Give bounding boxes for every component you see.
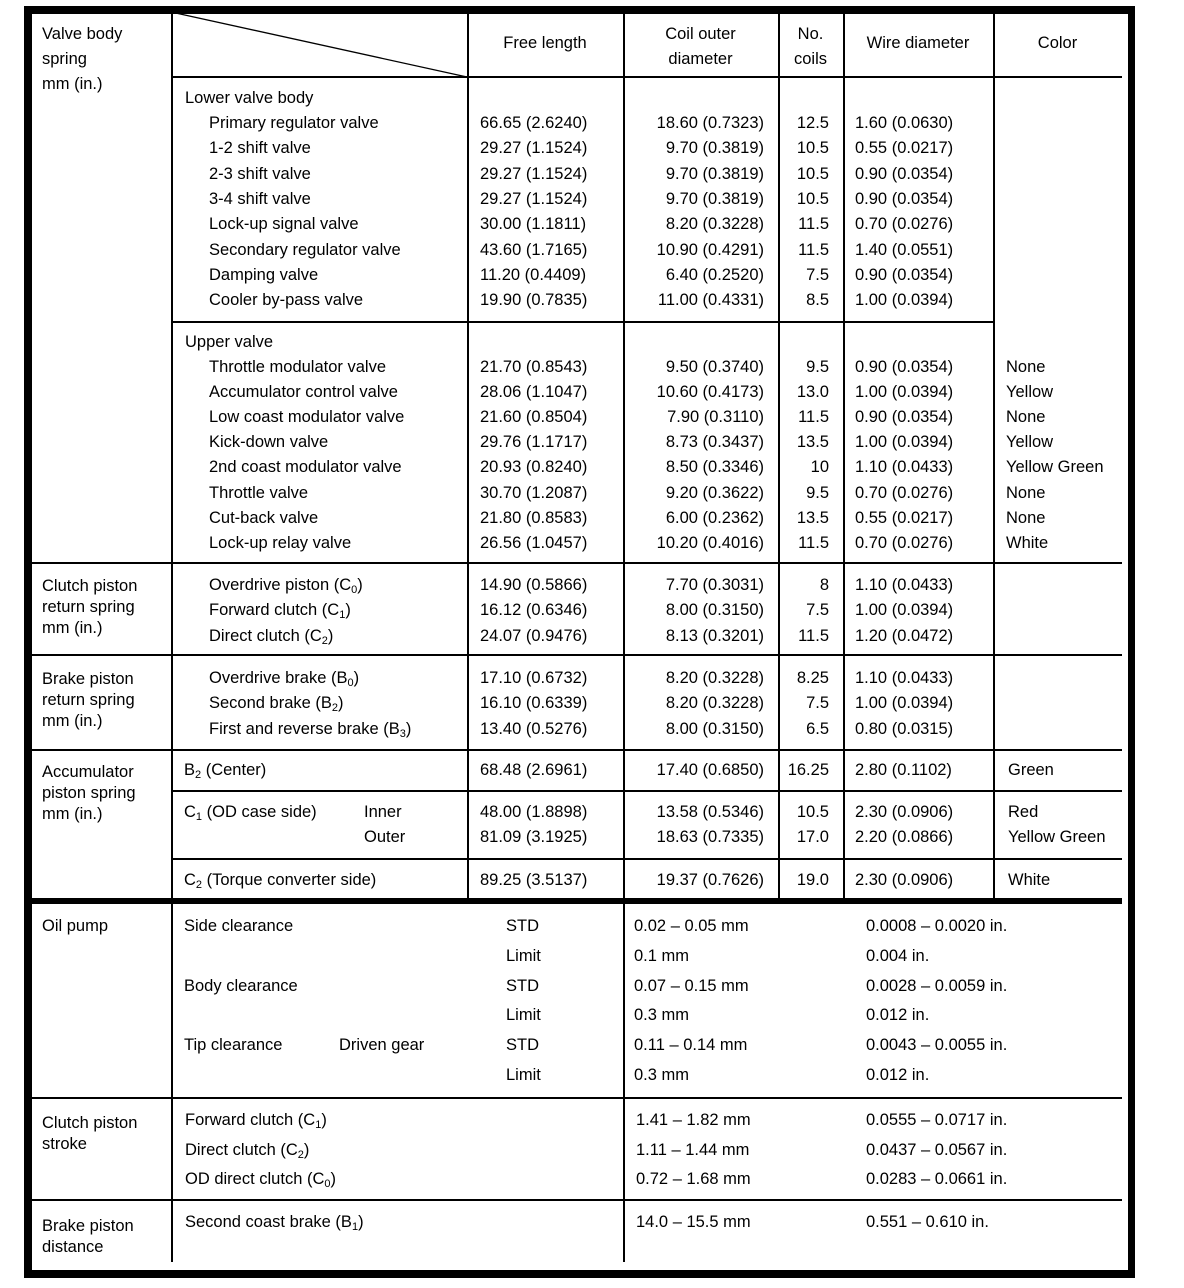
cell-free-length: 29.27 (1.1524) [480,164,588,183]
category-line: mm (in.) [42,619,103,637]
cell-free-length: 89.25 (3.5137) [480,871,588,889]
category-valve-body-spring [42,22,122,97]
row-label: Throttle modulator valve [209,358,386,376]
label-subscript: 0 [351,584,358,596]
cell-wire: 1.00 (0.0394) [855,291,954,310]
cell-wire: 1.10 (0.0433) [855,669,954,687]
row-label: Lock-up signal valve [209,215,359,234]
cell-mm: 0.07 – 0.15 mm [634,976,749,995]
cell-free-length: 30.00 (1.1811) [480,215,587,234]
label-suffix: ) [330,1170,336,1188]
cell-coil-od: 8.20 (0.3228) [665,669,764,687]
cell-coils: 10.5 [796,164,829,183]
row-rule [171,790,1122,792]
category-line: mm (in.) [42,712,103,730]
cell-coils: 19.0 [796,871,829,889]
cell-coil-od: 18.63 (0.7335) [656,828,764,846]
cell-mm: 0.72 – 1.68 mm [636,1170,751,1188]
cell-color: None [1006,483,1046,502]
label-subscript: 0 [347,677,354,689]
header-line: No. [797,25,824,43]
cell-free-length: 30.70 (1.2087) [480,483,588,502]
cell-wire: 1.00 (0.0394) [855,433,954,452]
cell-coils: 6.5 [806,719,829,738]
row-item: Side clearance [184,917,294,935]
header-free-length: Free length [503,34,587,52]
row-label: 2-3 shift valve [209,164,311,183]
col-divider [843,12,845,900]
category-line: Valve body [42,25,123,43]
cell-free-length: 26.56 (1.0457) [480,533,588,552]
cell-wire: 2.80 (0.1102) [855,761,952,779]
row-label [209,670,359,687]
row-rule [171,321,993,323]
category-line: Brake piston [42,670,134,688]
accumulator-c1-outer-label: Outer [364,828,406,846]
cell-wire: 1.10 (0.0433) [855,458,954,477]
cell-free-length: 16.10 (0.6339) [480,694,588,713]
accumulator-c1-inner-label: Inner [364,803,402,821]
category-line: return spring [42,598,135,616]
category-brake-piston-distance [42,1216,134,1258]
cell-in: 0.0043 – 0.0055 in. [866,1036,1008,1055]
cell-color: None [1006,358,1046,376]
row-label: 2nd coast modulator valve [209,458,402,477]
label-text: Overdrive brake (B [209,669,348,687]
cell-coils: 7.5 [806,265,829,284]
cell-mm: 0.3 mm [634,1006,690,1025]
label-subscript: 3 [399,727,406,740]
cell-free-length: 11.20 (0.4409) [480,265,587,284]
label-text: (Center) [201,761,267,779]
cell-coil-od: 13.58 (0.5346) [656,803,764,821]
cell-wire: 2.30 (0.0906) [855,871,954,889]
cell-wire: 0.55 (0.0217) [855,508,954,527]
label-text: Forward clutch (C [209,601,340,620]
header-line: diameter [668,50,733,68]
cell-in: 0.0028 – 0.0059 in. [866,976,1008,995]
row-label [185,1171,336,1188]
row-item: Body clearance [184,976,298,995]
cell-in: 0.551 – 0.610 in. [866,1213,989,1231]
row-label: Kick-down valve [209,433,329,452]
cell-coil-od: 10.90 (0.4291) [656,240,764,259]
cell-coil-od: 8.00 (0.3150) [665,601,764,620]
section-rule [32,562,1122,564]
cell-coils: 7.5 [806,601,829,620]
row-label: Throttle valve [209,483,309,502]
header-line: coils [793,50,827,68]
col-divider [467,12,469,900]
header-no-coils [778,22,843,72]
cell-free-length: 29.27 (1.1524) [480,139,588,158]
cell-coil-od: 17.40 (0.6850) [656,761,764,779]
label-subscript: 2 [331,702,339,715]
cell-wire: 1.40 (0.0551) [855,240,954,259]
accumulator-b2-label [184,762,266,779]
cell-wire: 1.10 (0.0433) [855,576,954,594]
label-subscript: 2 [195,879,203,891]
cell-mm: 1.11 – 1.44 mm [636,1140,750,1159]
cell-mm: 14.0 – 15.5 mm [636,1213,751,1231]
cell-in: 0.0437 – 0.0567 in. [866,1140,1008,1159]
cell-wire: 1.00 (0.0394) [855,694,954,713]
col-divider [993,12,995,900]
cell-coil-od: 6.40 (0.2520) [665,265,764,284]
cell-color: White [1008,871,1051,889]
row-label: Cooler by-pass valve [209,291,364,310]
cell-coil-od: 8.20 (0.3228) [665,694,764,713]
label-suffix: ) [357,576,363,594]
cell-coils: 11.5 [798,240,829,259]
section-rule [32,1097,1122,1099]
label-suffix: ) [353,669,360,687]
cell-wire: 1.20 (0.0472) [855,626,954,645]
label-subscript: 0 [324,1178,331,1190]
col-divider [623,904,625,1262]
cell-coil-od: 7.90 (0.3110) [667,408,764,427]
cell-coils: 17.0 [796,828,829,846]
label-prefix: C [184,871,196,889]
col-divider [171,904,173,1262]
header-line: Coil outer [665,25,736,43]
cell-wire: 0.70 (0.0276) [855,215,954,234]
cell-wire: 1.60 (0.0630) [855,114,954,132]
cell-mm: 0.02 – 0.05 mm [634,917,749,935]
row-type: Limit [506,1006,541,1025]
cell-coil-od: 10.60 (0.4173) [656,383,764,402]
cell-coils: 13.5 [796,508,829,527]
category-accumulator-piston-spring [42,762,136,825]
category-line: piston spring [42,784,136,802]
label-text: (OD case side) [202,803,317,821]
cell-free-length: 17.10 (0.6732) [480,669,588,687]
cell-coils: 10 [810,458,829,477]
row-label: 1-2 shift valve [209,139,311,158]
cell-coils: 9.5 [806,358,829,376]
cell-coils: 7.5 [806,694,829,713]
row-label: Secondary regulator valve [209,240,401,259]
cell-color: Yellow Green [1008,828,1106,846]
cell-coils: 8.25 [796,669,829,687]
row-label [209,628,333,645]
category-line: spring [42,50,87,68]
row-label: Cut-back valve [209,508,319,527]
cell-wire: 2.20 (0.0866) [855,828,954,846]
cell-coils: 8 [819,576,829,594]
cell-free-length: 29.27 (1.1524) [480,189,588,208]
cell-color: Red [1008,803,1039,821]
label-text: Direct clutch (C [185,1140,298,1159]
cell-coil-od: 18.60 (0.7323) [656,114,764,132]
row-type: STD [506,976,539,995]
label-text: Direct clutch (C [209,626,322,645]
header-color: Color [1037,34,1078,52]
cell-free-length: 20.93 (0.8240) [480,458,588,477]
cell-coil-od: 9.20 (0.3622) [665,483,764,502]
section-rule [32,1199,1122,1201]
cell-coils: 10.5 [796,139,829,158]
category-line: Accumulator [42,763,134,781]
cell-coils: 11.5 [798,626,829,645]
label-suffix: ) [321,1111,327,1129]
cell-wire: 0.90 (0.0354) [855,164,954,183]
label-text: Second coast brake (B [185,1213,352,1231]
row-label [209,694,344,715]
row-type: Limit [506,946,541,965]
cell-color: White [1006,533,1049,552]
cell-wire: 1.00 (0.0394) [855,383,954,402]
row-label: Low coast modulator valve [209,408,405,427]
cell-coil-od: 9.70 (0.3819) [665,164,764,183]
row-label [209,601,351,622]
cell-coil-od: 6.00 (0.2362) [665,508,764,527]
category-line: Brake piston [42,1217,134,1235]
label-prefix: B [184,761,196,779]
row-type: STD [506,917,539,935]
row-label [185,1112,327,1129]
cell-mm: 0.1 mm [634,946,690,965]
accumulator-c2-label [184,872,376,889]
row-label: 3-4 shift valve [209,189,311,208]
cell-mm: 0.3 mm [634,1066,690,1084]
cell-coil-od: 8.00 (0.3150) [665,719,764,738]
label-subscript: 2 [195,769,202,781]
cell-coil-od: 19.37 (0.7626) [656,871,764,889]
cell-wire: 0.70 (0.0276) [855,533,954,552]
cell-coils: 13.5 [796,433,829,452]
cell-color: Yellow [1006,433,1054,452]
label-suffix: ) [405,719,412,738]
label-subscript: 1 [315,1119,322,1131]
cell-coils: 11.5 [798,533,829,552]
cell-coil-od: 8.50 (0.3346) [665,458,764,477]
label-text: Overdrive piston (C [209,576,352,594]
cell-in: 0.0555 – 0.0717 in. [866,1111,1008,1129]
label-text: Forward clutch (C [185,1111,316,1129]
header-wire-diameter: Wire diameter [866,34,970,52]
label-text: (Torque converter side) [202,871,377,889]
cell-free-length: 16.12 (0.6346) [480,601,588,620]
cell-free-length: 68.48 (2.6961) [480,761,588,779]
section-rule [32,749,1122,751]
cell-in: 0.0283 – 0.0661 in. [866,1170,1008,1188]
table-divider [32,898,1122,904]
label-suffix: ) [303,1140,310,1159]
label-suffix: ) [358,1213,364,1231]
label-suffix: ) [338,694,344,713]
row-label: Primary regulator valve [209,114,379,132]
row-label: Damping valve [209,265,319,284]
cell-free-length: 21.60 (0.8504) [480,408,588,427]
row-sub-item: Driven gear [339,1036,425,1055]
category-clutch-piston-return-spring [42,576,137,639]
cell-coils: 9.5 [806,483,829,502]
cell-coils: 10.5 [796,803,829,821]
category-clutch-piston-stroke [42,1113,137,1155]
cell-in: 0.004 in. [866,946,930,965]
row-label [209,721,411,738]
cell-free-length: 14.90 (0.5866) [480,576,588,594]
cell-coil-od: 10.20 (0.4016) [656,533,764,552]
cell-in: 0.012 in. [866,1006,930,1025]
label-prefix: C [184,803,196,821]
cell-wire: 1.00 (0.0394) [855,601,954,620]
cell-wire: 0.90 (0.0354) [855,408,954,427]
label-text: First and reverse brake (B [209,719,400,738]
row-label [209,577,363,594]
section-rule [32,654,1122,656]
header-coil-outer-diameter [623,22,778,72]
category-line: mm (in.) [42,75,103,93]
row-type: Limit [506,1066,541,1084]
header-diagonal [171,12,468,78]
cell-mm: 1.41 – 1.82 mm [636,1111,751,1129]
cell-free-length: 19.90 (0.7835) [480,291,588,310]
cell-coil-od: 8.20 (0.3228) [665,215,764,234]
cell-coil-od: 9.50 (0.3740) [665,358,764,376]
cell-coil-od: 9.70 (0.3819) [665,139,764,158]
row-item: Tip clearance [184,1036,283,1055]
cell-color: Green [1008,761,1054,779]
cell-coil-od: 11.00 (0.4331) [657,291,764,310]
category-brake-piston-return-spring [42,669,135,732]
label-subscript: 2 [297,1148,304,1161]
label-subscript: 1 [339,609,346,622]
cell-wire: 0.90 (0.0354) [855,358,954,376]
cell-coil-od: 9.70 (0.3819) [665,189,764,208]
cell-coils: 10.5 [796,189,829,208]
cell-free-length: 29.76 (1.1717) [480,433,588,452]
row-label [185,1214,364,1231]
cell-in: 0.0008 – 0.0020 in. [866,917,1008,935]
category-oil-pump: Oil pump [42,917,109,935]
cell-coils: 12.5 [796,114,829,132]
cell-free-length: 28.06 (1.1047) [480,383,588,402]
cell-wire: 2.30 (0.0906) [855,803,954,821]
label-subscript: 1 [195,811,203,823]
cell-wire: 0.80 (0.0315) [855,719,954,738]
cell-color: None [1006,508,1046,527]
cell-wire: 0.55 (0.0217) [855,139,954,158]
cell-color: Yellow [1006,383,1054,402]
label-text: Second brake (B [209,694,332,713]
group-title-upper-valve: Upper valve [185,333,274,351]
cell-free-length: 21.80 (0.8583) [480,508,588,527]
row-label: Accumulator control valve [209,383,398,402]
cell-coil-od: 8.13 (0.3201) [665,626,764,645]
cell-coils: 16.25 [787,761,829,779]
cell-free-length: 81.09 (3.1925) [480,828,588,846]
cell-coils: 11.5 [798,408,829,427]
cell-coils: 11.5 [798,215,829,234]
label-suffix: ) [327,626,334,645]
cell-in: 0.012 in. [866,1066,930,1084]
cell-free-length: 24.07 (0.9476) [480,626,588,645]
cell-free-length: 13.40 (0.5276) [480,719,588,738]
cell-wire: 0.90 (0.0354) [855,265,954,284]
category-line: stroke [42,1135,87,1153]
cell-free-length: 21.70 (0.8543) [480,358,588,376]
label-subscript: 2 [321,634,328,647]
accumulator-c1-label [184,804,317,821]
cell-free-length: 43.60 (1.7165) [480,240,588,259]
group-title-lower-valve-body: Lower valve body [185,89,314,107]
label-text: OD direct clutch (C [185,1170,325,1188]
cell-free-length: 66.65 (2.6240) [480,114,588,132]
cell-color: Yellow Green [1006,458,1104,477]
cell-wire: 0.90 (0.0354) [855,189,954,208]
category-line: mm (in.) [42,805,103,823]
row-rule [171,858,1122,860]
header-rule [171,76,1122,78]
cell-mm: 0.11 – 0.14 mm [634,1036,748,1055]
label-subscript: 1 [351,1221,359,1233]
row-type: STD [506,1036,539,1055]
cell-coil-od: 8.73 (0.3437) [665,433,764,452]
label-suffix: ) [345,601,351,620]
cell-coil-od: 7.70 (0.3031) [665,576,764,594]
row-label [185,1142,309,1159]
row-label: Lock-up relay valve [209,533,352,552]
category-line: Clutch piston [42,577,138,595]
category-line: return spring [42,691,135,709]
col-divider [171,12,173,900]
category-line: distance [42,1238,104,1256]
cell-wire: 0.70 (0.0276) [855,483,954,502]
cell-coils: 8.5 [806,291,829,310]
cell-free-length: 48.00 (1.8898) [480,803,588,821]
cell-coils: 13.0 [796,383,829,402]
cell-color: None [1006,408,1046,427]
category-line: Clutch piston [42,1114,138,1132]
